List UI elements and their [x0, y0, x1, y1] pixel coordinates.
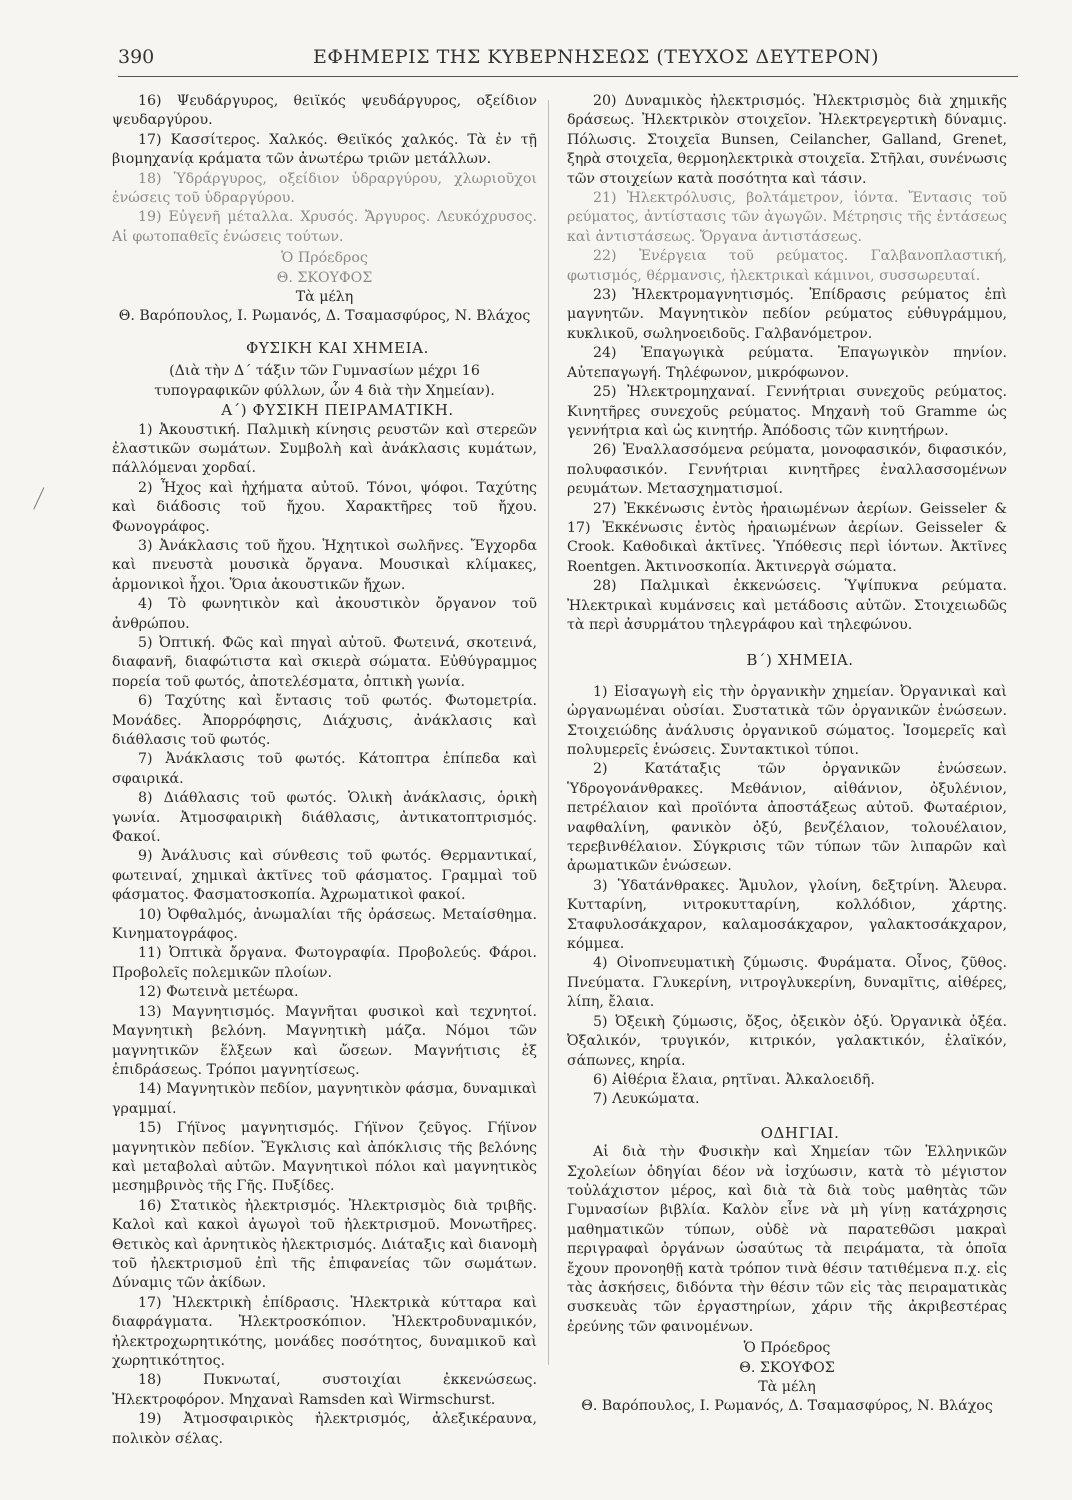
- list-item: 8) Διάθλασις τοῦ φωτός. Ὁλικὴ ἀνάκλασις, ὁρικὴ γωνία. Ἀτμοσφαιρικὴ διάθλασις, ἀντικατοπτρισμός. Φακοί.: [112, 790, 537, 846]
- list-item: 16) Στατικὸς ἠλεκτρισμός. Ἠλεκτρισμὸς διὰ τριβῆς. Καλοὶ καὶ κακοὶ ἀγωγοὶ τοῦ ἠλεκτρισμοῦ. Μονωτῆρες. Θετικὸς καὶ ἀρνητικὸς ἠλεκτρισμός. Διάταξις καὶ διανομὴ τοῦ ἠλεκτρισμοῦ ἐπὶ τῆς ἐπιφανείας τῶν σωμάτων. Δύναμις τῶν ἀκίδων.: [112, 1197, 537, 1292]
- list-item: 23) Ἠλεκτρομαγνητισμός. Ἐπίδρασις ρεύματος ἐπὶ μαγνητῶν. Μαγνητικὸν πεδίον ρεύματος εὐθυγράμμου, κυκλικοῦ, σωληνοειδοῦς. Γαλβανόμετρον.: [567, 287, 1007, 342]
- list-item: 3) Ἀνάκλασις τοῦ ἤχου. Ἠχητικοὶ σωλῆνες. Ἔγχορδα καὶ πνευστὰ μουσικὰ ὄργανα. Μουσικαὶ κλίμακες, ἁρμονικοὶ ἦχοι. Ὅρια ἀκουστικῶν ἤχων.: [112, 537, 537, 593]
- list-item: 18) Ὑδράργυρος, οξείδιον ὑδραργύρου, χλωριοῦχοι ἑνώσεις τοῦ ὑδραργύρου.: [112, 170, 537, 207]
- list-item: 22) Ἐνέργεια τοῦ ρεύματος. Γαλβανοπλαστική, φωτισμός, θέρμανσις, ἠλεκτρικαὶ κάμινοι, συσσωρευταί.: [567, 248, 1007, 284]
- column-divider: [548, 100, 549, 1365]
- list-item: 11) Ὀπτικὰ ὄργανα. Φωτογραφία. Προβολεύς. Φάροι. Προβολεῖς πολεμικῶν πλοίων.: [112, 945, 537, 981]
- list-item: 19) Εὐγενῆ μέταλλα. Χρυσός. Ἄργυρος. Λευκόχρυσος. Αἱ φωτοπαθεῖς ἑνώσεις τούτων.: [112, 209, 537, 245]
- list-item: 19) Ἀτμοσφαιρικὸς ἠλεκτρισμός, ἀλεξικέραυνα, πολικὸν σέλας.: [112, 1411, 537, 1447]
- list-item: 20) Δυναμικὸς ἠλεκτρισμός. Ἠλεκτρισμὸς διὰ χημικῆς δράσεως. Ἠλεκτρικὸν στοιχεῖον. Ἠλεκτρεγερτικὴ δύναμις. Πόλωσις. Στοιχεῖα Bunsen, Ceilancher, Galland, Grenet, ξηρὰ στοιχεῖα, θερμοηλεκτρικὰ στοιχεῖα. Στῆλαι, συνένωσις τῶν στοιχείων κατὰ ποσότητα καὶ τάσιν.: [567, 93, 1007, 187]
- president-label: Ὁ Πρόεδρος: [281, 250, 368, 267]
- list-item: 10) Ὀφθαλμός, ἀνωμαλίαι τῆς ὁράσεως. Μεταίσθημα. Κινηματογράφος.: [112, 906, 537, 943]
- president-name: Θ. ΣΚΟΥΦΟΣ: [739, 1359, 835, 1376]
- list-item: 4) Οἰνοπνευματικὴ ζύμωσις. Φυράματα. Οἶνος, ζῦθος. Πνεύματα. Γλυκερίνη, νιτρογλυκερίνη, δυναμῖτις, αἰθέρες, λίπη, ἔλαια.: [567, 955, 1007, 1011]
- list-item: 17) Ἠλεκτρικὴ ἐπίδρασις. Ἠλεκτρικὰ κύτταρα καὶ διαφράγματα. Ἠλεκτροσκόπιον. Ἠλεκτροδυναμικόν, ἠλεκτροχωρητικότης, μονάδες ποσότητος, δυναμικοῦ καὶ χωρητικότητος.: [112, 1294, 537, 1369]
- list-item: 27) Ἐκκένωσις ἐντὸς ἠραιωμένων ἀερίων. Geisseler & 17) Ἐκκένωσις ἐντὸς ἠραιωμένων ἀερίων. Geisseler & Crook. Καθοδικαὶ ἀκτῖνες. Ὑπόθεσις περὶ ἰόντων. Ἀκτῖνες Roentgen. Ἀκτινοσκοπία. Ἀκτινεργὰ σώματα.: [567, 500, 1007, 575]
- list-item: 18) Πυκνωταί, συστοιχίαι ἐκκενώσεως. Ἠλεκτροφόρον. Μηχαναὶ Ramsden καὶ Wirmschurst.: [112, 1372, 537, 1408]
- list-item: 7) Λευκώματα.: [593, 1091, 700, 1108]
- instructions-text: Αἱ διὰ τὴν Φυσικὴν καὶ Χημείαν τῶν Ἑλληνικῶν Σχολείων ὁδηγίαι δέον νὰ ἰσχύωσιν, κατὰ τὸ μέγιστον τοὐλάχιστον μέρος, καὶ διὰ τὰ διὰ τοὺς μαθητὰς τῶν Γυμνασίων βιβλία. Καλὸν εἶνε νὰ μὴ γίνῃ κατάχρησις μαθηματικῶν τύπων, οὐδὲ νὰ παρατεθῶσι μακραὶ περιγραφαὶ ὀργάνων ὡσαύτως τὰ πειράματα, τὰ ὁποῖα ἔχουν προνοηθῇ κατὰ τρόπον τινὰ θέσιν τατιθέμενα π.χ. εἰς τὰς ἀσκήσεις, διδόντα τὴν θέσιν τῶν εἰς τὰς πειραματικὰς συσκευὰς τῶν ἐργαστηρίων, χάριν τῆς ἀκριβεστέρας ἐρεύνης τῶν φαινομένων.: [567, 1144, 1007, 1335]
- list-item: 4) Τὸ φωνητικὸν καὶ ἀκουστικὸν ὄργανον τοῦ ἀνθρώπου.: [112, 596, 537, 632]
- list-item: 3) Ὑδατάνθρακες. Ἄμυλον, γλοίνη, δεξτρίνη. Ἄλευρα. Κυτταρίνη, νιτροκυτταρίνη, κολλόδιον, χάρτης. Σταφυλοσάκχαρον, καλαμοσάκχαρον, γαλακτοσάκχαρον, κόμμεα.: [567, 877, 1007, 953]
- list-item: 21) Ἠλεκτρόλυσις, βολτάμετρον, ἰόντα. Ἔντασις τοῦ ρεύματος, ἀντίστασις τῶν ἀγωγῶν. Μέτρησις τῆς ἐντάσεως καὶ ἀντιστάσεως. Ὄργανα ἀντιστάσεως.: [567, 190, 1007, 245]
- list-item: 2) Ἦχος καὶ ἠχήματα αὐτοῦ. Τόνοι, ψόφοι. Ταχύτης καὶ διάδοσις τοῦ ἤχου. Χαρακτῆρες τοῦ ἤχου. Φωνογράφος.: [112, 479, 537, 535]
- list-item: 14) Μαγνητικὸν πεδίον, μαγνητικὸν φάσμα, δυναμικαὶ γραμμαί.: [112, 1081, 537, 1117]
- instructions-title: ΟΔΗΓΙΑΙ.: [760, 1123, 840, 1142]
- signature-block-top: [112, 249, 537, 327]
- main-title: ΦΥΣΙΚΗ ΚΑΙ ΧΗΜΕΙΑ.: [246, 338, 429, 357]
- members-label: Τὰ μέλη: [295, 289, 354, 306]
- header-rule: [118, 76, 1018, 77]
- members-names: Θ. Βαρόπουλος, Ι. Ρωμανός, Δ. Τσαμασφύρος, Ν. Βλάχος: [581, 1398, 993, 1415]
- page-number: 390: [118, 46, 155, 68]
- list-item: 5) Ὀξεικὴ ζύμωσις, ὄξος, ὀξεικὸν ὀξύ. Ὀργανικὰ ὀξέα. Ὀξαλικόν, τρυγικόν, κιτρικόν, γαλακτικόν, ἐλαϊκόν, σάπωνες, κηρία.: [567, 1013, 1007, 1069]
- list-item: 16) Ψευδάργυρος, θειϊκός ψευδάργυρος, οξείδιον ψευδαργύρου.: [112, 93, 537, 129]
- list-item: 7) Ἀνάκλασις τοῦ φωτός. Κάτοπτρα ἐπίπεδα καὶ σφαιρικά.: [112, 751, 537, 787]
- gazette-title: ΕΦΗΜΕΡΙΣ ΤΗΣ ΚΥΒΕΡΝΗΣΕΩΣ (ΤΕΥΧΟΣ ΔΕΥΤΕΡΟΝ): [313, 46, 880, 68]
- list-item: 2) Κατάταξις τῶν ὀργανικῶν ἑνώσεων. Ὑδρογονάνθρακες. Μεθάνιον, αἰθάνιον, ὀξυλένιον, πετρέλαιον καὶ προϊόντα ἀποστάξεως αὐτοῦ. Φωταέριον, ναφθαλίνη, φανικὸν ὀξύ, βενζέλαιον, τολουέλαιον, τερεβινθέλαιον. Σύγκρισις τῶν τύπων τῶν λιπαρῶν καὶ ἀρωματικῶν ἑνώσεων.: [567, 761, 1007, 875]
- section-b-title: Β΄) ΧΗΜΕΙΑ.: [746, 651, 854, 670]
- list-item: 25) Ἠλεκτρομηχαναί. Γεννήτριαι συνεχοῦς ρεύματος. Κινητῆρες συνεχοῦς ρεύματος. Μηχανὴ τοῦ Gramme ὡς γεννήτρια καὶ ὡς κινητήρ. Ἀπόδοσις τῶν κινητήρων.: [567, 384, 1007, 439]
- section-a-title: Α΄) ΦΥΣΙΚΗ ΠΕΙΡΑΜΑΤΙΚΗ.: [221, 401, 454, 420]
- list-item: 28) Παλμικαὶ ἐκκενώσεις. Ὑψίπυκνα ρεύματα. Ἠλεκτρικαὶ κυμάνσεις καὶ μετάδοσις αὐτῶν. Στοιχειωδῶς τὰ περὶ ἀσυρμάτου τηλεγράφου καὶ τηλεφώνου.: [567, 578, 1007, 633]
- list-item: 17) Κασσίτερος. Χαλκός. Θειϊκός χαλκός. Τὰ ἐν τῇ βιομηχανίᾳ κράματα τῶν ἀνωτέρω τριῶν μετάλλων.: [112, 131, 537, 168]
- left-column: [112, 92, 537, 1449]
- page-header: [118, 42, 1018, 82]
- right-column: [567, 92, 1007, 1417]
- list-item: 6) Αἰθέρια ἔλαια, ρητῖναι. Ἀλκαλοειδῆ.: [593, 1071, 875, 1088]
- list-item: 1) Ἀκουστική. Παλμικὴ κίνησις ρευστῶν καὶ στερεῶν ἐλαστικῶν σωμάτων. Συμβολὴ καὶ ἀνάκλασις κυμάτων, πάλλόμεναι χορδαί.: [112, 421, 537, 477]
- margin-mark: [33, 487, 51, 513]
- president-label: Ὁ Πρόεδρος: [743, 1340, 831, 1357]
- list-item: 9) Ἀνάλυσις καὶ σύνθεσις τοῦ φωτός. Θερμαντικαί, φωτειναί, χημικαὶ ἀκτῖνες τοῦ φάσματος. Γραμμαὶ τοῦ φάσματος. Φασματοσκοπία. Ἀχρωματικοὶ φακοί.: [112, 848, 537, 904]
- members-names: Θ. Βαρόπουλος, Ι. Ρωμανός, Δ. Τσαμασφύρος, Ν. Βλάχος: [118, 308, 531, 325]
- list-item: 24) Ἐπαγωγικὰ ρεύματα. Ἐπαγωγικὸν πηνίον. Αὐτεπαγωγή. Τηλέφωνον, μικρόφωνον.: [567, 345, 1007, 381]
- list-item: 15) Γήϊνος μαγνητισμός. Γήϊνον ζεῦγος. Γήϊνον μαγνητικὸν πεδίον. Ἔγκλισις καὶ ἀπόκλισις τῆς βελόνης καὶ μεταβολαὶ αὐτῶν. Μαγνητικοὶ πόλοι καὶ μαγνητικὸς μεσημβρινὸς τῆς Γῆς. Πυξίδες.: [112, 1120, 537, 1195]
- list-item: 5) Ὀπτική. Φῶς καὶ πηγαὶ αὐτοῦ. Φωτεινά, σκοτεινά, διαφανῆ, διαφώτιστα καὶ σκιερὰ σώματα. Εὐθύγραμμος πορεία τοῦ φωτός, ἀποτελέσματα, ὀπτικὴ γωνία.: [112, 634, 537, 690]
- members-label: Τὰ μέλη: [758, 1379, 816, 1395]
- president-name: Θ. ΣΚΟΥΦΟΣ: [276, 269, 373, 286]
- main-subtitle: (Διὰ τὴν Δ΄ τάξιν τῶν Γυμνασίων μέχρι 16 τυπογραφικῶν φύλλων, ὧν 4 διὰ τὴν Χημείαν).: [154, 363, 495, 399]
- list-item: 6) Ταχύτης καὶ ἔντασις τοῦ φωτός. Φωτομετρία. Μονάδες. Ἀπορρόφησις, Διάχυσις, ἀνάκλασις καὶ διάθλασις τοῦ φωτός.: [112, 693, 537, 748]
- list-item: 13) Μαγνητισμός. Μαγνῆται φυσικοὶ καὶ τεχνητοί. Μαγνητικὴ βελόνη. Μαγνητικὴ μάζα. Νόμοι τῶν μαγνητικῶν ἕλξεων καὶ ὤσεων. Μαγνήτισις ἐξ ἐπιδράσεως. Τρόποι μαγνητίσεως.: [112, 1003, 537, 1078]
- list-item: 1) Εἰσαγωγὴ εἰς τὴν ὀργανικὴν χημείαν. Ὀργανικαὶ καὶ ὠργανωμέναι οὐσίαι. Συστατικὰ τῶν ὀργανικῶν ἑνώσεων. Στοιχειώδης ἀνάλυσις ὀργανικοῦ σώματος. Ἰσομερεῖς καὶ πολυμερεῖς ἑνώσεις. Συντακτικοὶ τύποι.: [567, 683, 1007, 758]
- signature-block-bottom: [567, 1339, 1007, 1417]
- list-item: 12) Φωτεινὰ μετέωρα.: [138, 984, 299, 1001]
- list-item: 26) Ἐναλλασσόμενα ρεύματα, μονοφασικόν, διφασικόν, πολυφασικόν. Γεννήτριαι κινητῆρες ἐναλλασσομένων ρευμάτων. Μετασχηματισμοί.: [567, 442, 1007, 498]
